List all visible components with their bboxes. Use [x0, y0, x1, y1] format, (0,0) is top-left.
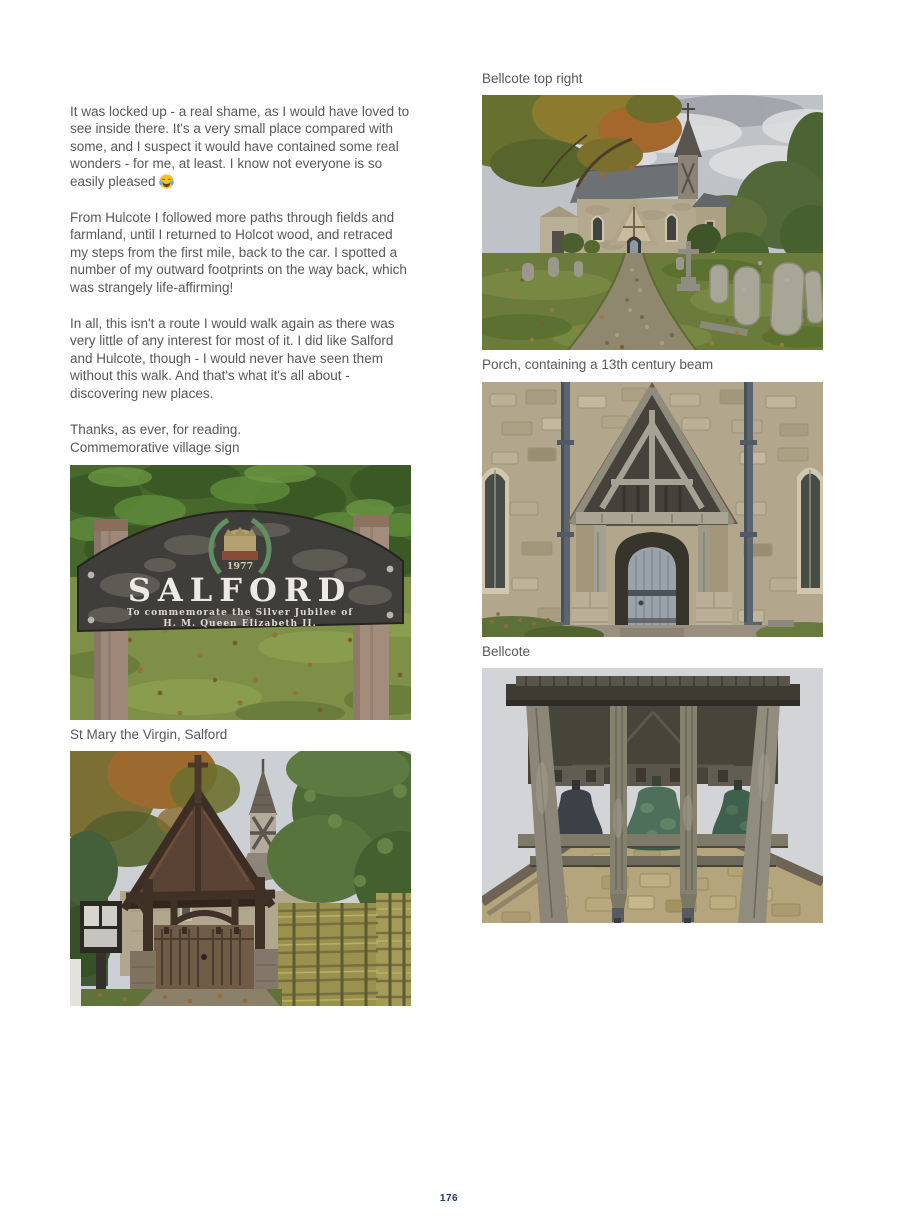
sign-dedication-2: H. M. Queen Elizabeth II.	[163, 618, 317, 629]
body-paragraph-2: From Hulcote I followed more paths through fields and farmland, until I returned to Holcot wood, and retraced my steps from the first mile, back to the car. I spotted a number of my outward footprints on the way back, which was strangely life-affirming!	[70, 210, 407, 295]
gothic-window-right	[797, 467, 823, 594]
body-paragraph-3: In all, this isn't a route I would walk again as there was very little of any interest for most of it. I did like Salford and Hulcote, though - I would never have seen them without this walk. And that's what it's all about - discovering new places.	[70, 316, 395, 401]
bellcote-illustration	[482, 668, 823, 923]
porch-illustration	[482, 382, 823, 637]
crest-year: 1977	[226, 560, 254, 572]
body-paragraph-1	[70, 103, 411, 190]
caption-porch: Porch, containing a 13th century beam	[482, 357, 714, 373]
church-illustration	[482, 95, 823, 350]
sign-title: SALFORD	[127, 570, 353, 609]
right-column	[482, 70, 823, 929]
sign-dedication-1: To commemorate the Silver Jubilee of	[126, 607, 354, 618]
salford-sign-illustration	[70, 465, 411, 720]
page-number: 176	[439, 1193, 459, 1204]
bellcote-roof	[506, 676, 800, 706]
paragraph-1-text: It was locked up - a real shame, as I would have loved to see inside there. It's a very small place compared with some, and I suspect it would have contained some real wonders - for me, at least. I know not everyone is so easily pleased	[70, 104, 410, 189]
woven-willow-fence	[278, 893, 411, 1006]
photo-bellcote	[482, 668, 823, 923]
photo-porch	[482, 382, 823, 637]
gothic-window-left	[482, 467, 509, 594]
left-column	[70, 103, 411, 1012]
photo-church	[482, 95, 823, 350]
caption-church: Bellcote top right	[482, 71, 583, 86]
caption-bellcote: Bellcote	[482, 643, 531, 659]
lychgate-illustration	[70, 751, 411, 1006]
joy-emoji-icon	[159, 174, 174, 189]
porch-doorway	[615, 532, 689, 637]
caption-commemorative-sign: Commemorative village sign	[70, 439, 240, 455]
photo-salford-sign	[70, 465, 411, 720]
closing-block	[70, 421, 411, 456]
closing-line: Thanks, as ever, for reading.	[70, 422, 242, 438]
thirteenth-century-beam	[576, 512, 728, 525]
photo-lychgate	[70, 751, 411, 1006]
caption-lychgate: St Mary the Virgin, Salford	[70, 726, 228, 742]
wooden-gates	[154, 925, 254, 989]
